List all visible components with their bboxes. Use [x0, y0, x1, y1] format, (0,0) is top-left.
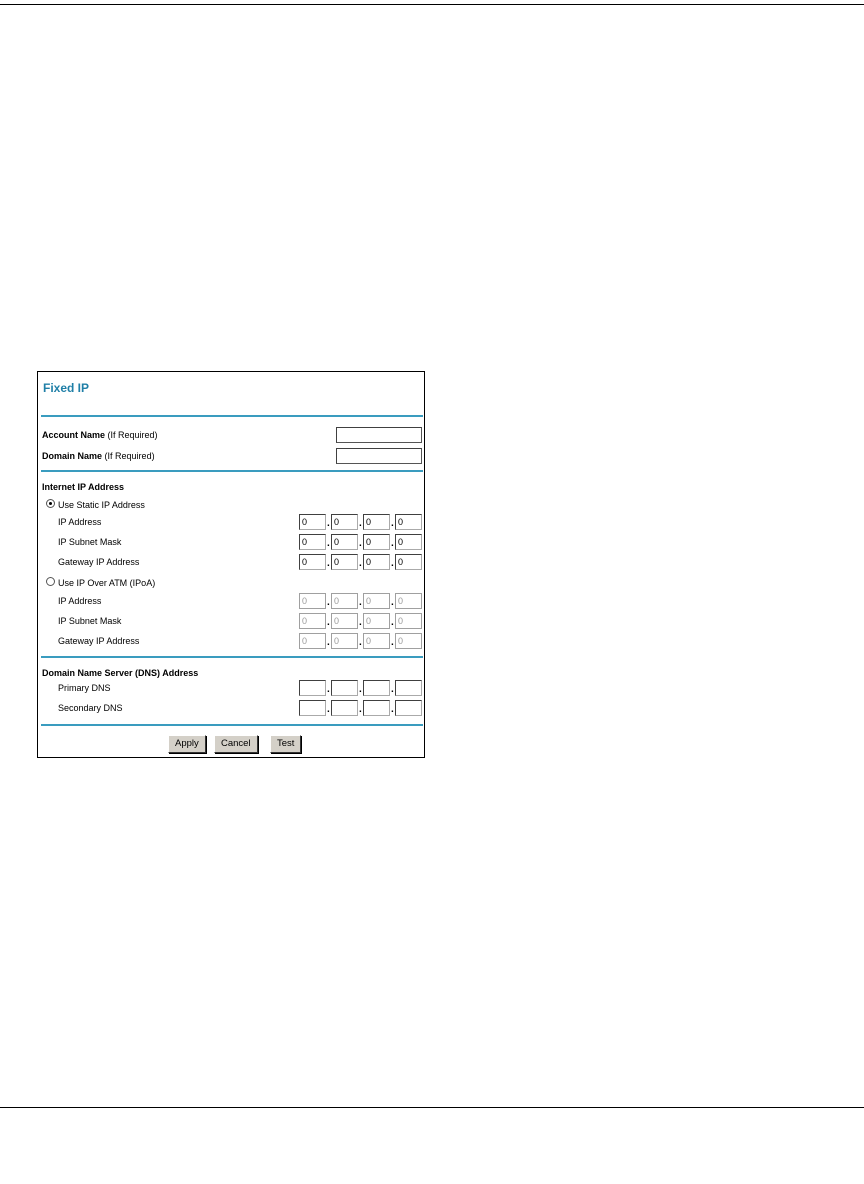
static-gateway-row [38, 554, 424, 572]
primary-dns-row [38, 680, 424, 698]
dot: . [391, 637, 394, 648]
dot: . [327, 704, 330, 715]
dns-heading: Domain Name Server (DNS) Address [42, 668, 199, 678]
internet-ip-heading: Internet IP Address [42, 482, 125, 492]
dot: . [359, 597, 362, 608]
dot: . [359, 617, 362, 628]
ipoa-gw-octet-2[interactable] [331, 633, 358, 649]
primary-dns-octet-4[interactable] [395, 680, 422, 696]
dot: . [359, 704, 362, 715]
static-ip-address-row [38, 514, 424, 532]
dot: . [327, 558, 330, 569]
secondary-dns-octet-2[interactable] [331, 700, 358, 716]
title-separator [41, 415, 423, 417]
internet-ip-heading-row [38, 479, 424, 497]
ipoa-subnet-label: IP Subnet Mask [58, 616, 122, 626]
dot: . [327, 538, 330, 549]
static-ip-octet-4[interactable] [395, 514, 422, 530]
dot: . [391, 538, 394, 549]
domain-name-row [38, 448, 424, 466]
dot: . [359, 637, 362, 648]
primary-dns-octet-2[interactable] [331, 680, 358, 696]
static-subnet-row [38, 534, 424, 552]
domain-name-input[interactable] [336, 448, 422, 464]
static-gw-octet-3[interactable] [363, 554, 390, 570]
ipoa-ip-address-fields [299, 593, 423, 610]
dot: . [391, 617, 394, 628]
primary-dns-label: Primary DNS [58, 683, 111, 693]
ipoa-subnet-row [38, 613, 424, 631]
dot: . [391, 597, 394, 608]
primary-dns-fields [299, 680, 423, 697]
ipoa-gateway-fields [299, 633, 423, 650]
dot: . [327, 597, 330, 608]
primary-dns-octet-3[interactable] [363, 680, 390, 696]
fixed-ip-panel [37, 371, 425, 758]
static-ip-option[interactable] [38, 497, 424, 515]
ipoa-ip-address-row [38, 593, 424, 611]
dot: . [327, 518, 330, 529]
dot: . [327, 684, 330, 695]
ipoa-gw-octet-3[interactable] [363, 633, 390, 649]
ipoa-mask-octet-2[interactable] [331, 613, 358, 629]
dot: . [391, 558, 394, 569]
panel-title: Fixed IP [43, 381, 90, 395]
ipoa-gateway-row [38, 633, 424, 651]
dot: . [359, 684, 362, 695]
static-mask-octet-4[interactable] [395, 534, 422, 550]
static-gw-octet-2[interactable] [331, 554, 358, 570]
apply-button[interactable]: Apply [168, 735, 206, 753]
ipoa-label: Use IP Over ATM (IPoA) [58, 578, 156, 588]
ipoa-radio[interactable] [46, 577, 55, 586]
ip-separator [41, 656, 423, 658]
static-mask-octet-1[interactable] [299, 534, 326, 550]
primary-dns-octet-1[interactable] [299, 680, 326, 696]
static-gateway-fields [299, 554, 423, 571]
ipoa-option[interactable] [38, 575, 424, 593]
account-name-label: Account Name (If Required) [42, 430, 158, 440]
secondary-dns-octet-4[interactable] [395, 700, 422, 716]
ipoa-subnet-fields [299, 613, 423, 630]
test-button[interactable]: Test [270, 735, 301, 753]
secondary-dns-fields [299, 700, 423, 717]
static-ip-octet-3[interactable] [363, 514, 390, 530]
header-rule [0, 4, 864, 5]
account-name-input[interactable] [336, 427, 422, 443]
static-mask-octet-3[interactable] [363, 534, 390, 550]
static-ip-octet-2[interactable] [331, 514, 358, 530]
ipoa-ip-octet-4[interactable] [395, 593, 422, 609]
ipoa-ip-octet-1[interactable] [299, 593, 326, 609]
secondary-dns-label: Secondary DNS [58, 703, 123, 713]
ipoa-ip-octet-2[interactable] [331, 593, 358, 609]
dot: . [327, 617, 330, 628]
dot: . [391, 518, 394, 529]
domain-name-label: Domain Name (If Required) [42, 451, 155, 461]
secondary-dns-row [38, 700, 424, 718]
dot: . [391, 684, 394, 695]
cancel-button[interactable]: Cancel [214, 735, 258, 753]
ipoa-gw-octet-1[interactable] [299, 633, 326, 649]
dns-separator [41, 724, 423, 726]
ipoa-mask-octet-4[interactable] [395, 613, 422, 629]
dot: . [391, 704, 394, 715]
static-ip-octet-1[interactable] [299, 514, 326, 530]
dot: . [359, 538, 362, 549]
static-subnet-label: IP Subnet Mask [58, 537, 122, 547]
ipoa-gateway-label: Gateway IP Address [58, 636, 140, 646]
static-ip-radio[interactable] [46, 499, 55, 508]
ipoa-ip-octet-3[interactable] [363, 593, 390, 609]
static-ip-label: Use Static IP Address [58, 500, 145, 510]
dot: . [359, 558, 362, 569]
static-subnet-fields [299, 534, 423, 551]
static-ip-address-label: IP Address [58, 517, 102, 527]
ipoa-mask-octet-3[interactable] [363, 613, 390, 629]
secondary-dns-octet-3[interactable] [363, 700, 390, 716]
ipoa-mask-octet-1[interactable] [299, 613, 326, 629]
dot: . [359, 518, 362, 529]
static-mask-octet-2[interactable] [331, 534, 358, 550]
static-gw-octet-1[interactable] [299, 554, 326, 570]
footer-rule [0, 1107, 864, 1108]
static-gateway-label: Gateway IP Address [58, 557, 140, 567]
dot: . [327, 637, 330, 648]
account-name-row [38, 427, 424, 445]
static-gw-octet-4[interactable] [395, 554, 422, 570]
ipoa-ip-address-label: IP Address [58, 596, 102, 606]
ipoa-gw-octet-4[interactable] [395, 633, 422, 649]
secondary-dns-octet-1[interactable] [299, 700, 326, 716]
static-ip-address-fields [299, 514, 423, 531]
account-separator [41, 470, 423, 472]
